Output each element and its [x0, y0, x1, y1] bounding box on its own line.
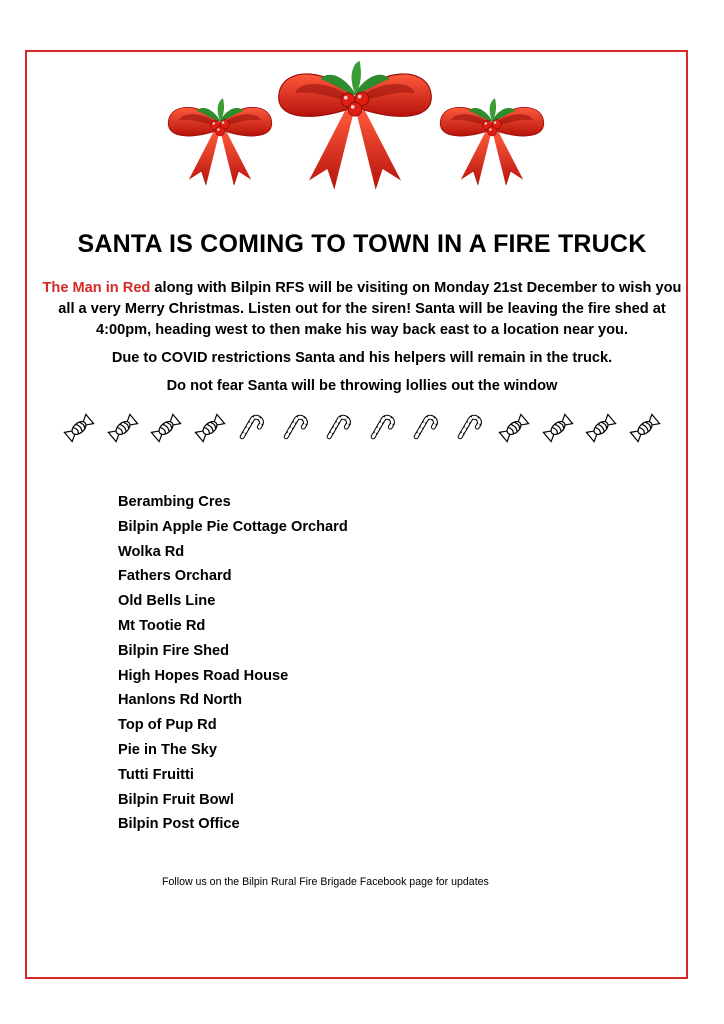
candy-cane-icon	[367, 411, 401, 445]
list-item: Mt Tootie Rd	[118, 617, 206, 634]
intro-highlight: The Man in Red	[42, 280, 151, 296]
list-item: Bilpin Fire Shed	[118, 642, 230, 659]
list-item: Hanlons Rd North	[118, 692, 243, 709]
candy-icon	[584, 411, 618, 445]
candy-icon	[193, 411, 227, 445]
list-item: Pie in The Sky	[118, 741, 217, 758]
page-title: SANTA IS COMING TO TOWN IN A FIRE TRUCK	[77, 230, 647, 258]
intro-text: along with Bilpin RFS will be visiting on Monday 21st December to wish you all a very Merry Christmas. Listen out for the siren! Santa will be leaving the fire shed at 4:00pm, heading west to then make his way back east to a location near you.	[58, 280, 682, 338]
candy-icon	[149, 411, 183, 445]
list-item: High Hopes Road House	[118, 667, 289, 684]
candy-icon	[497, 411, 531, 445]
list-item: Tutti Fruitti	[118, 766, 194, 783]
covid-notice: Due to COVID restrictions Santa and his helpers will remain in the truck.	[111, 350, 613, 366]
list-item: Bilpin Fruit Bowl	[118, 791, 234, 808]
candy-icon	[106, 411, 140, 445]
candy-cane-icon	[236, 411, 270, 445]
decor-icon-row	[62, 408, 662, 448]
list-item: Top of Pup Rd	[118, 717, 217, 734]
candy-cane-icon	[410, 411, 444, 445]
candy-icon	[628, 411, 662, 445]
intro-paragraph	[34, 278, 690, 341]
candy-cane-icon	[323, 411, 357, 445]
candy-cane-icon	[454, 411, 488, 445]
christmas-bows	[0, 55, 724, 195]
candy-cane-icon	[280, 411, 314, 445]
list-item: Berambing Cres	[118, 494, 231, 510]
footer-note: Follow us on the Bilpin Rural Fire Brigade Facebook page for updates	[162, 876, 489, 888]
list-item: Fathers Orchard	[118, 568, 232, 585]
bow-right	[440, 98, 544, 185]
bow-center	[279, 61, 432, 190]
list-item: Old Bells Line	[118, 593, 216, 610]
stop-list	[118, 490, 348, 837]
list-item: Wolka Rd	[118, 543, 185, 560]
candy-icon	[62, 411, 96, 445]
candy-icon	[541, 411, 575, 445]
list-item: Bilpin Post Office	[118, 816, 240, 833]
list-item: Bilpin Apple Pie Cottage Orchard	[118, 518, 348, 535]
bow-left	[168, 98, 272, 185]
lollies-notice: Do not fear Santa will be throwing lollies out the window	[166, 378, 558, 394]
